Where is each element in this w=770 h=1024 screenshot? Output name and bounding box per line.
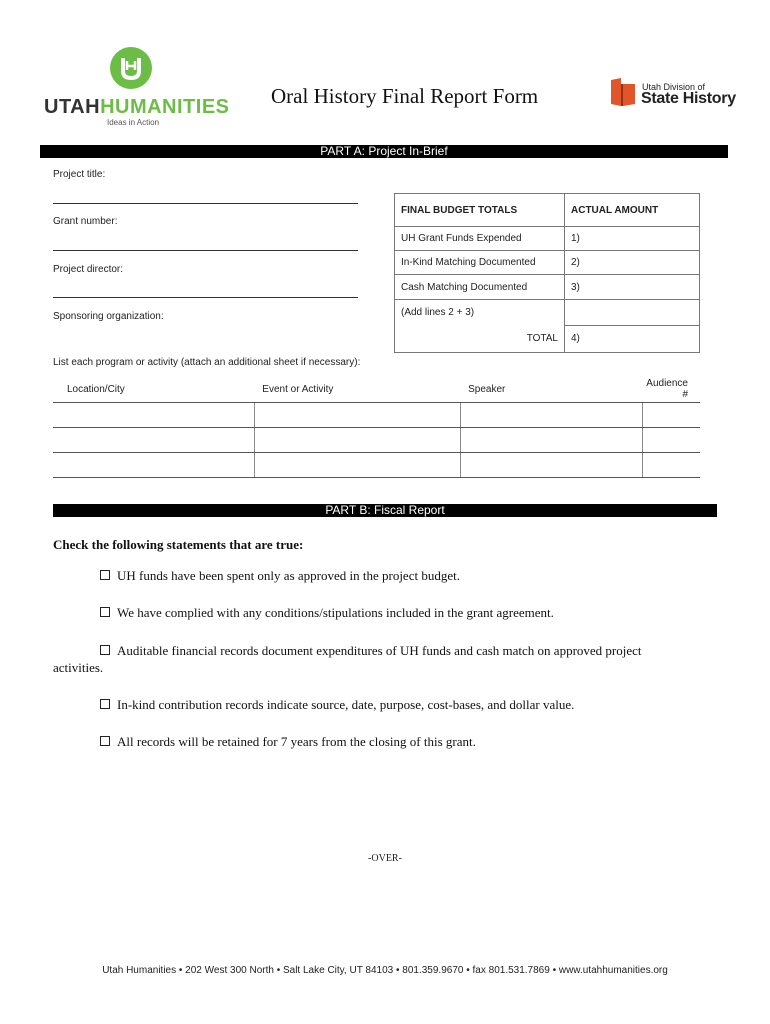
budget-row-amount[interactable]: 3) [565, 275, 700, 299]
program-cell[interactable] [642, 428, 700, 453]
utah-humanities-logo-mark [110, 47, 152, 89]
project-director-label: Project director: [53, 264, 124, 275]
program-cell[interactable] [254, 453, 460, 478]
state-history-logo-small-text: Utah Division of [642, 82, 706, 92]
table-row [53, 453, 700, 478]
grant-number-line[interactable] [53, 250, 358, 251]
program-cell[interactable] [460, 453, 642, 478]
utah-humanities-logo-text: UTAHHUMANITIES [44, 96, 230, 118]
statement-text: Auditable financial records document expenditures of UH funds and cash match on approved project activities. [53, 643, 642, 675]
grant-number-label: Grant number: [53, 216, 118, 227]
program-instructions: List each program or activity (attach an additional sheet if necessary): [53, 357, 361, 368]
checkbox[interactable] [100, 699, 110, 709]
program-cell[interactable] [254, 403, 460, 428]
part-b-heading: PART B: Fiscal Report [53, 504, 717, 517]
sponsoring-organization-label: Sponsoring organization: [53, 311, 164, 322]
program-col-location: Location/City [53, 376, 254, 403]
statement-text: UH funds have been spent only as approved in the project budget. [117, 568, 460, 583]
table-row [53, 403, 700, 428]
program-cell[interactable] [460, 403, 642, 428]
program-col-speaker: Speaker [460, 376, 642, 403]
table-row [53, 428, 700, 453]
program-col-audience: Audience # [642, 376, 700, 403]
statement-text: We have complied with any conditions/stipulations included in the grant agreement. [117, 605, 554, 620]
budget-row-label: In-Kind Matching Documented [395, 251, 565, 275]
budget-row-label: Cash Matching Documented [395, 275, 565, 299]
checkbox[interactable] [100, 736, 110, 746]
utah-humanities-tagline: Ideas in Action [107, 118, 160, 127]
checkbox[interactable] [100, 645, 110, 655]
program-cell[interactable] [642, 403, 700, 428]
program-col-event: Event or Activity [254, 376, 460, 403]
statement-item [100, 567, 700, 584]
program-table [53, 376, 700, 478]
program-cell[interactable] [642, 453, 700, 478]
program-cell[interactable] [53, 453, 254, 478]
state-history-logo-text: State History [641, 90, 736, 107]
state-history-logo-mark [608, 76, 638, 108]
project-title-label: Project title: [53, 169, 106, 180]
program-cell[interactable] [53, 428, 254, 453]
over-indicator: -OVER- [368, 853, 402, 864]
statement-item [53, 642, 693, 676]
page-title: Oral History Final Report Form [271, 84, 539, 108]
budget-row-amount[interactable]: 1) [565, 227, 700, 251]
footer-address: Utah Humanities • 202 West 300 North • Salt Lake City, UT 84103 • 801.359.9670 • fax 801.531.7869 • www.utahhumanities.org [102, 965, 668, 976]
budget-header-amount: ACTUAL AMOUNT [565, 194, 700, 227]
statement-text: In-kind contribution records indicate source, date, purpose, cost-bases, and dollar value. [117, 697, 575, 712]
part-a-heading: PART A: Project In-Brief [40, 145, 728, 158]
project-title-line[interactable] [53, 203, 358, 204]
budget-total-label: TOTAL [395, 325, 565, 352]
program-cell[interactable] [460, 428, 642, 453]
program-cell[interactable] [254, 428, 460, 453]
budget-table [394, 193, 700, 353]
check-statements-heading: Check the following statements that are true: [53, 537, 304, 552]
statement-item [100, 733, 700, 750]
budget-header-totals: FINAL BUDGET TOTALS [395, 194, 565, 227]
checkbox[interactable] [100, 570, 110, 580]
program-cell[interactable] [53, 403, 254, 428]
budget-row-amount[interactable] [565, 299, 700, 325]
statement-item [100, 696, 700, 713]
statement-item [100, 604, 700, 621]
budget-row-label: UH Grant Funds Expended [395, 227, 565, 251]
statement-text: All records will be retained for 7 years from the closing of this grant. [117, 734, 476, 749]
project-director-line[interactable] [53, 297, 358, 298]
checkbox[interactable] [100, 607, 110, 617]
budget-total-amount[interactable]: 4) [565, 325, 700, 352]
budget-row-label: (Add lines 2 + 3) [395, 299, 565, 325]
budget-row-amount[interactable]: 2) [565, 251, 700, 275]
